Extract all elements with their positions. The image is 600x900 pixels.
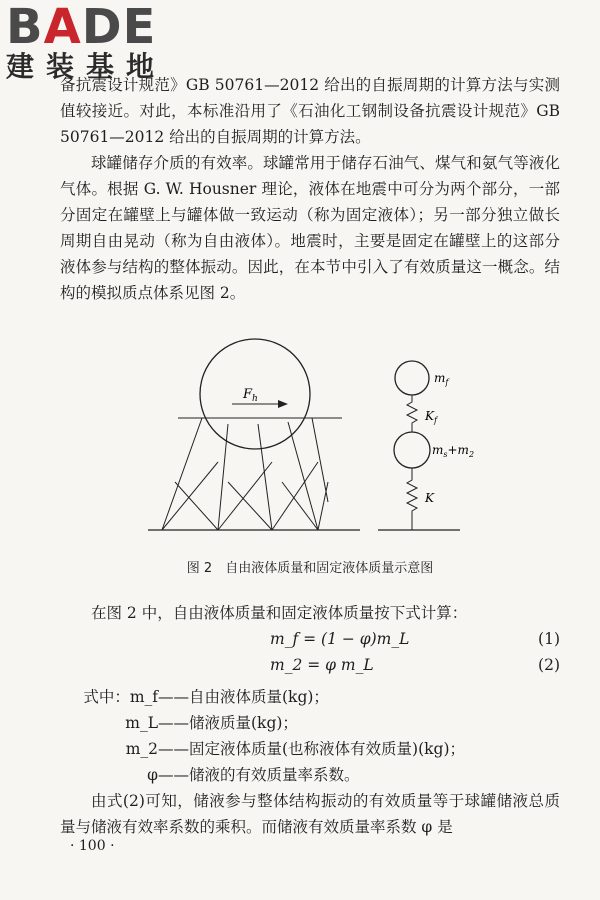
force-arrowhead [278, 400, 288, 408]
watermark-brand [6, 0, 166, 55]
paragraph-4: 由式(2)可知，储液参与整体结构振动的有效质量等于球罐储液总质量与储液有效率系数的乘积。而储液有效质量率系数 φ 是 [60, 792, 560, 836]
watermark-logo [6, 2, 166, 82]
paragraph-1: 备抗震设计规范》GB 50761—2012 给出的自振周期的计算方法与实测值较接近。对此，本标准沿用了《石油化工钢制设备抗震设计规范》GB 50761—2012 给出的自振周期的计算方法。 [60, 76, 560, 146]
equation-2-number: (2) [538, 656, 560, 674]
equation-1-number: (1) [538, 630, 560, 648]
symbol-definitions [60, 684, 560, 788]
equation-1-formula: m_f = (1 − φ)m_L [270, 630, 410, 648]
definition-item [60, 684, 560, 710]
brand-suffix: DE [81, 0, 157, 55]
figure-diagram [60, 332, 560, 542]
definition-item [60, 710, 560, 736]
label-kf: $K_f$ [425, 409, 437, 425]
definition-symbol: 式中：m_f [83, 688, 158, 706]
page-body [60, 72, 560, 840]
spring-bottom [407, 468, 417, 530]
spring-top [407, 395, 417, 432]
support-legs [162, 418, 328, 530]
definition-text: ——储液质量(kg)； [158, 714, 298, 732]
paragraph-3: 在图 2 中，自由液体质量和固定液体质量按下式计算： [91, 604, 468, 622]
label-ms-m2: $m_s+m_2$ [432, 443, 475, 459]
definition-symbol: m_L [125, 714, 158, 732]
definition-symbol: m_2 [125, 740, 158, 758]
definition-symbol: φ [147, 766, 158, 784]
brand-prefix: B [6, 0, 44, 55]
equation-2-formula: m_2 = φ m_L [270, 656, 374, 674]
label-mf: $m_f$ [434, 371, 449, 387]
brand-accent: A [43, 0, 82, 55]
equation-2 [60, 652, 560, 678]
definition-item [60, 736, 560, 762]
figure-2 [60, 332, 560, 542]
equation-1 [60, 626, 560, 652]
definition-text: ——固定液体质量(也称液体有效质量)(kg)； [158, 740, 466, 758]
figure-caption: 图 2 自由液体质量和固定液体质量示意图 [186, 561, 434, 576]
definition-item [60, 762, 560, 788]
mass-free-liquid [395, 361, 429, 395]
definition-text: ——自由液体质量(kg)； [158, 688, 329, 706]
paragraph-2: 球罐储存介质的有效率。球罐常用于储存石油气、煤气和氨气等液化气体。根据 G. W. Housner 理论，液体在地震中可分为两个部分，一部分固定在罐壁上与罐体做一致运动（称为固定液体）；另一部分独立做长周期自由晃动（称为自由液体）。地震时，主要是固定在罐壁上的这部分液体参与结构的整体振动。因此，在本节中引入了有效质量这一概念。结构的模拟质点体系见图 2。 [60, 154, 560, 302]
page-number: · 100 · [70, 838, 115, 854]
watermark-chinese: 建装基地 [6, 50, 167, 83]
definition-text: ——储液的有效质量率系数。 [158, 766, 360, 784]
label-k: K [425, 491, 434, 505]
force-label: $F_h$ [243, 387, 258, 404]
mass-fixed-liquid [394, 432, 430, 468]
